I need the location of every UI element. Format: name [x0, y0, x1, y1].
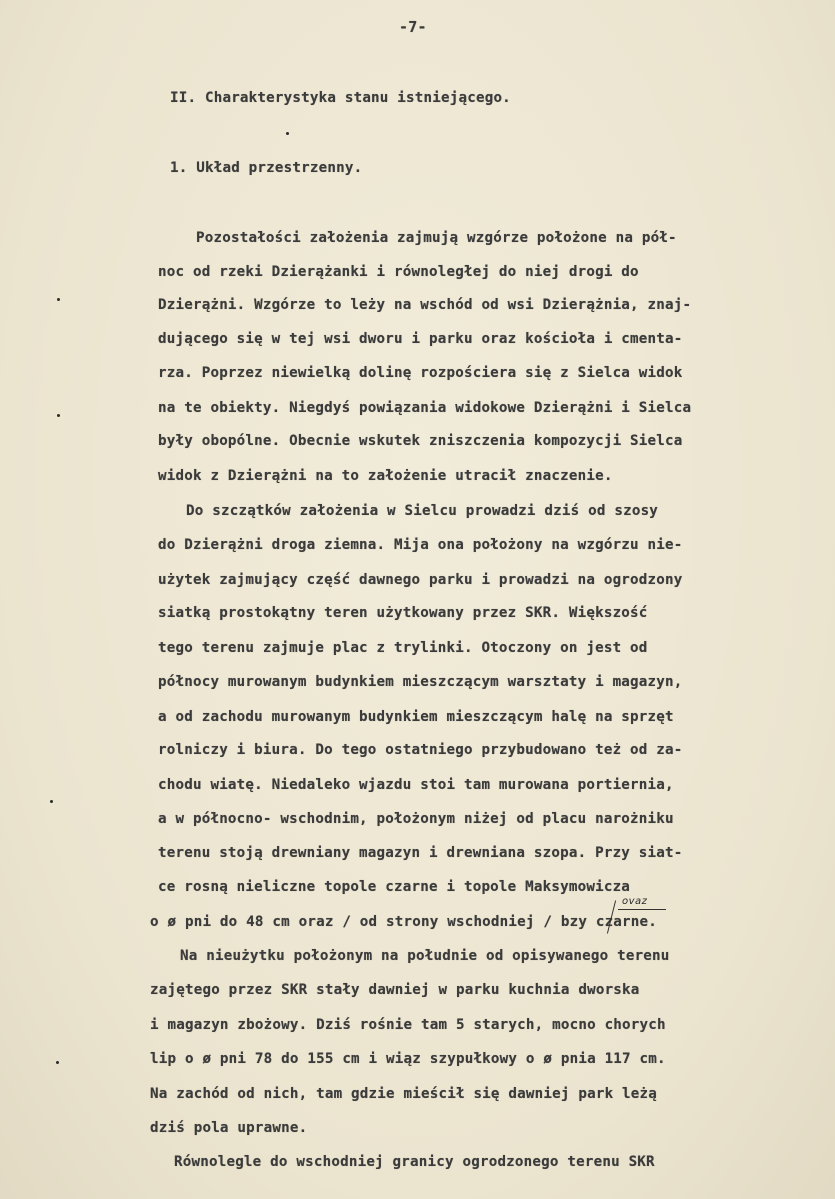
- body-line: dującego się w tej wsi dworu i parku oraz kościoła i cmenta-: [158, 331, 683, 347]
- body-line: na te obiekty. Niegdyś powiązania widokowe Dzierążni i Sielca: [158, 400, 692, 416]
- insertion-underline: [618, 909, 666, 910]
- margin-speck: [286, 132, 289, 135]
- body-line: lip o ø pni 78 do 155 cm i wiąz szypułkowy o ø pnia 117 cm.: [150, 1051, 666, 1067]
- body-line: i magazyn zbożowy. Dziś rośnie tam 5 starych, mocno chorych: [150, 1017, 666, 1033]
- body-line: dziś pola uprawne.: [150, 1120, 308, 1136]
- body-line: użytek zajmujący część dawnego parku i prowadzi na ogrodzony: [158, 572, 683, 588]
- body-line: widok z Dzierążni na to założenie utracił znaczenie.: [158, 468, 613, 484]
- body-line: a w północno- wschodnim, położonym niżej od placu narożniku: [158, 811, 674, 827]
- body-line: były obopólne. Obecnie wskutek zniszczenia kompozycji Sielca: [158, 433, 683, 449]
- margin-speck: [57, 298, 60, 301]
- section-heading: II. Charakterystyka stanu istniejącego.: [170, 90, 511, 106]
- body-line: Na nieużytku położonym na południe od opisywanego terenu: [180, 948, 670, 964]
- body-line: ce rosną nieliczne topole czarne i topole Maksymowicza: [158, 879, 631, 895]
- body-line: Pozostałości założenia zajmują wzgórze położone na pół-: [196, 230, 677, 246]
- page-number: -7-: [399, 18, 427, 36]
- subsection-heading: 1. Układ przestrzenny.: [170, 160, 363, 176]
- body-line: siatką prostokątny teren użytkowany przez SKR. Większość: [158, 605, 648, 621]
- margin-speck: [50, 800, 53, 803]
- body-line: noc od rzeki Dzierążanki i równoległej do niej drogi do: [158, 264, 639, 280]
- body-line: chodu wiatę. Niedaleko wjazdu stoi tam murowana portiernia,: [158, 777, 674, 793]
- margin-speck: [56, 1061, 59, 1064]
- body-line: terenu stoją drewniany magazyn i drewniana szopa. Przy siat-: [158, 845, 683, 861]
- body-line: zajętego przez SKR stały dawniej w parku kuchnia dworska: [150, 982, 640, 998]
- body-line: Równolegle do wschodniej granicy ogrodzonego terenu SKR: [174, 1154, 655, 1170]
- body-line: Dzierążni. Wzgórze to leży na wschód od wsi Dzierążnia, znaj-: [158, 297, 692, 313]
- body-line: o ø pni do 48 cm oraz / od strony wschodniej / bzy czarne.: [150, 914, 658, 930]
- body-line: Na zachód od nich, tam gdzie mieścił się dawniej park leżą: [150, 1086, 658, 1102]
- margin-speck: [57, 414, 60, 417]
- body-line: do Dzierążni droga ziemna. Mija ona położony na wzgórzu nie-: [158, 537, 683, 553]
- body-line: tego terenu zajmuje plac z trylinki. Otoczony on jest od: [158, 640, 648, 656]
- body-line: północy murowanym budynkiem mieszczącym warsztaty i magazyn,: [158, 674, 683, 690]
- body-line: Do szczątków założenia w Sielcu prowadzi dziś od szosy: [186, 503, 659, 519]
- body-line: a od zachodu murowanym budynkiem mieszczącym halę na sprzęt: [158, 709, 674, 725]
- body-line: rza. Poprzez niewielką dolinę rozpościera się z Sielca widok: [158, 365, 683, 381]
- body-line: rolniczy i biura. Do tego ostatniego przybudowano też od za-: [158, 742, 683, 758]
- handwritten-insertion: ovaz: [622, 896, 648, 907]
